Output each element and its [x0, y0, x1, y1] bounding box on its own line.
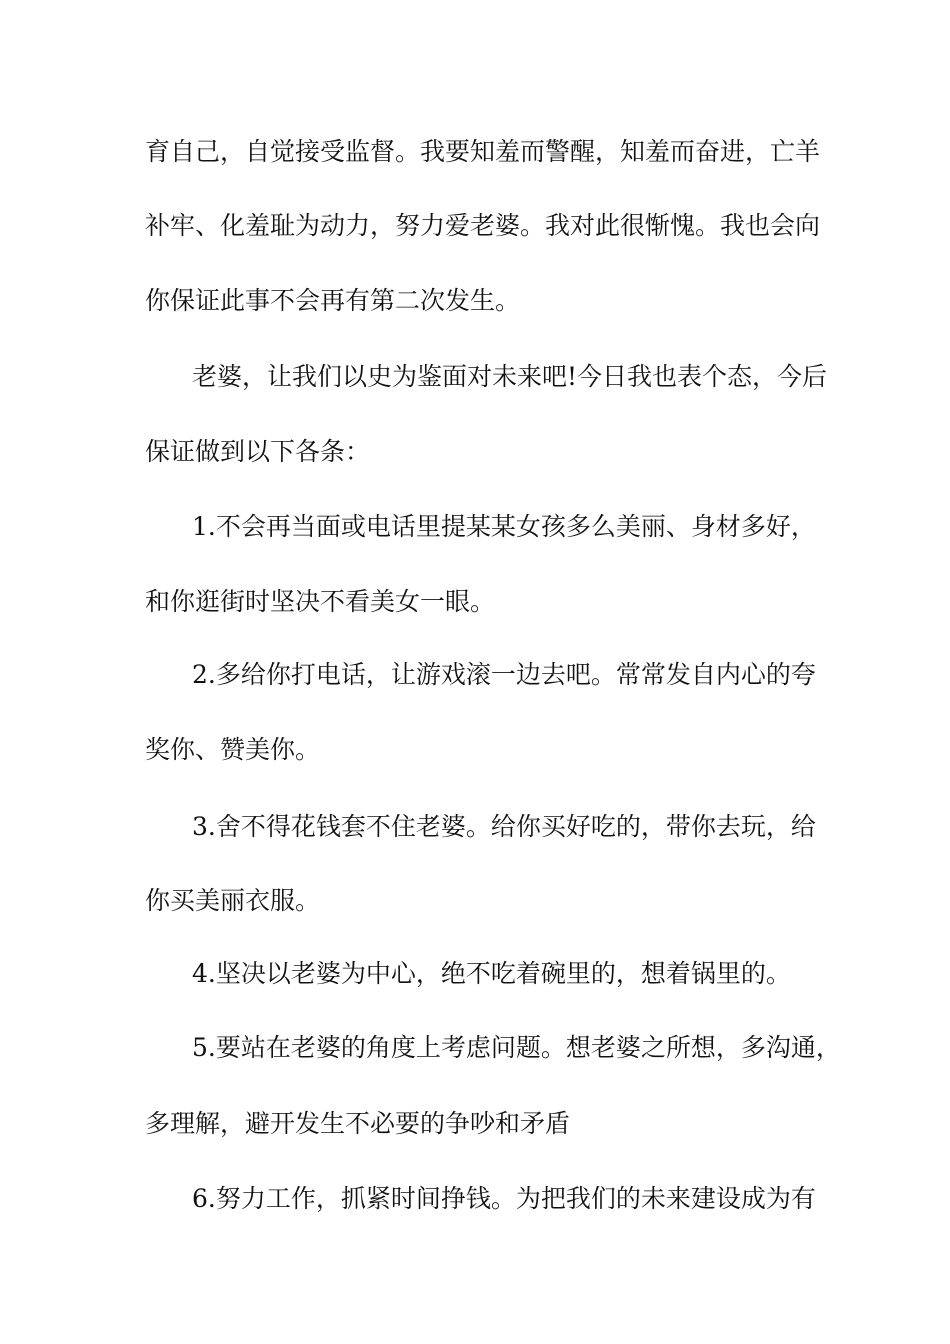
- text-line: 多理解，避开发生不必要的争吵和矛盾: [145, 1109, 571, 1138]
- list-item-1: 1.不会再当面或电话里提某某女孩多么美丽、身材多好，: [192, 512, 816, 541]
- text-line: 育自己，自觉接受监督。我要知羞而警醒，知羞而奋进，亡羊: [145, 137, 821, 166]
- list-item-3: 3.舍不得花钱套不住老婆。给你买好吃的，带你去玩，给: [192, 812, 816, 841]
- text-line: 和你逛街时坚决不看美女一眼。: [145, 587, 496, 616]
- list-item-6: 6.努力工作，抓紧时间挣钱。为把我们的未来建设成为有: [192, 1184, 816, 1213]
- text-line: 你保证此事不会再有第二次发生。: [145, 286, 521, 315]
- paragraph-first-line: 老婆，让我们以史为鉴面对未来吧!今日我也表个态，今后: [192, 362, 828, 391]
- text-line: 奖你、赞美你。: [145, 735, 321, 764]
- list-item-5: 5.要站在老婆的角度上考虑问题。想老婆之所想，多沟通，: [192, 1033, 841, 1062]
- text-line: 补牢、化羞耻为动力，努力爱老婆。我对此很惭愧。我也会向: [145, 211, 821, 240]
- text-line: 保证做到以下各条：: [145, 437, 371, 466]
- list-item-2: 2.多给你打电话，让游戏滚一边去吧。常常发自内心的夸: [192, 660, 816, 689]
- list-item-4: 4.坚决以老婆为中心，绝不吃着碗里的，想着锅里的。: [192, 959, 791, 988]
- text-line: 你买美丽衣服。: [145, 886, 321, 915]
